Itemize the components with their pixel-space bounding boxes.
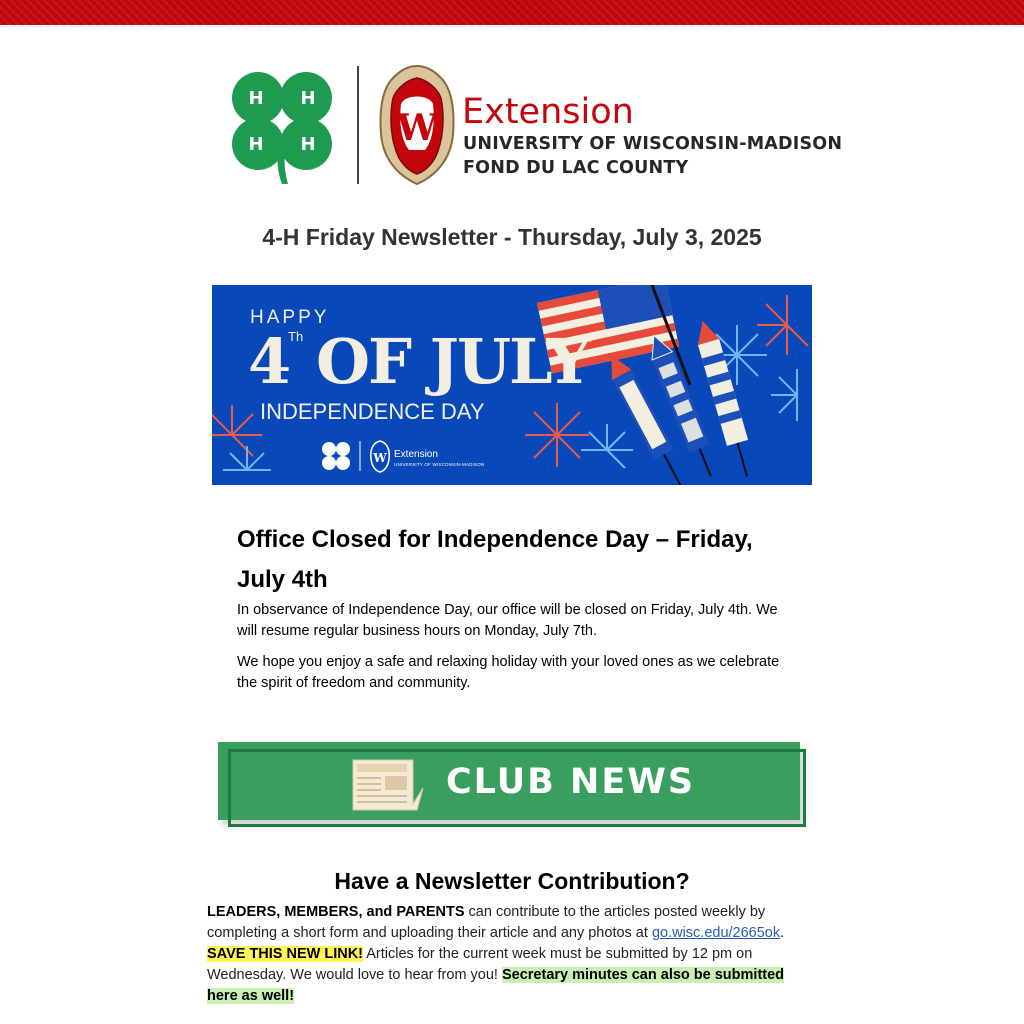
contribution-text-1: can contribute to the articles posted weekly by completing a short form and uploading their article and any photos at (207, 904, 766, 941)
save-link-highlight: SAVE THIS NEW LINK! (207, 946, 364, 962)
banner-th: Th (288, 329, 304, 344)
fourth-of-july-banner (212, 285, 812, 485)
contribution-text-2: . (780, 925, 785, 941)
club-news-banner (218, 742, 810, 830)
contribution-text-3: Articles for the current week must be submitted by 12 pm on Wednesday. We would love to hear from you! (207, 946, 753, 983)
svg-text:W: W (396, 107, 438, 149)
banner-university: UNIVERSITY OF WISCONSIN-MADISON (394, 462, 485, 467)
svg-text:H: H (300, 88, 316, 109)
office-closed-paragraph-2: We hope you enjoy a safe and relaxing holiday with your loved ones as we celebrate the spirit of freedom and community. (237, 654, 780, 691)
svg-text:H: H (248, 88, 264, 109)
svg-text:H: H (300, 134, 316, 155)
newspaper-icon (351, 758, 425, 812)
contribution-form-link[interactable]: go.wisc.edu/2665ok (651, 925, 781, 941)
4h-clover-icon (222, 64, 342, 184)
banner-independence-day: INDEPENDENCE DAY (260, 399, 485, 424)
svg-text:H: H (248, 134, 264, 155)
club-news-label: CLUB NEWS (446, 762, 696, 802)
logo-divider (357, 66, 359, 184)
secretary-minutes-highlight: Secretary minutes can also be submitted here as well! (207, 967, 785, 1004)
university-name: UNIVERSITY OF WISCONSIN-MADISON (463, 134, 843, 154)
contribution-lead: LEADERS, MEMBERS, and PARENTS (207, 904, 465, 920)
top-decorative-bar (0, 0, 1024, 25)
banner-extension: Extension (394, 449, 438, 460)
header-logos (222, 62, 843, 187)
contribution-paragraph (207, 902, 817, 1007)
banner-four: 4 (248, 325, 292, 398)
uw-crest-icon (379, 64, 455, 186)
svg-text:W: W (373, 451, 387, 465)
top-bar-shadow (0, 25, 1024, 28)
newsletter-title: 4-H Friday Newsletter - Thursday, July 3, 2025 (262, 224, 762, 250)
extension-wordmark: Extension (462, 92, 634, 132)
office-closed-heading: Office Closed for Independence Day – Friday, July 4th (237, 526, 753, 593)
county-name: FOND DU LAC COUNTY (463, 158, 689, 178)
banner-of-july: OF JULY (316, 325, 589, 398)
office-closed-paragraph-1: In observance of Independence Day, our office will be closed on Friday, July 4th. We will resume regular business hours on Monday, July 7th. (237, 602, 778, 639)
contribution-heading: Have a Newsletter Contribution? (334, 868, 690, 894)
banner-happy: HAPPY (250, 307, 330, 328)
